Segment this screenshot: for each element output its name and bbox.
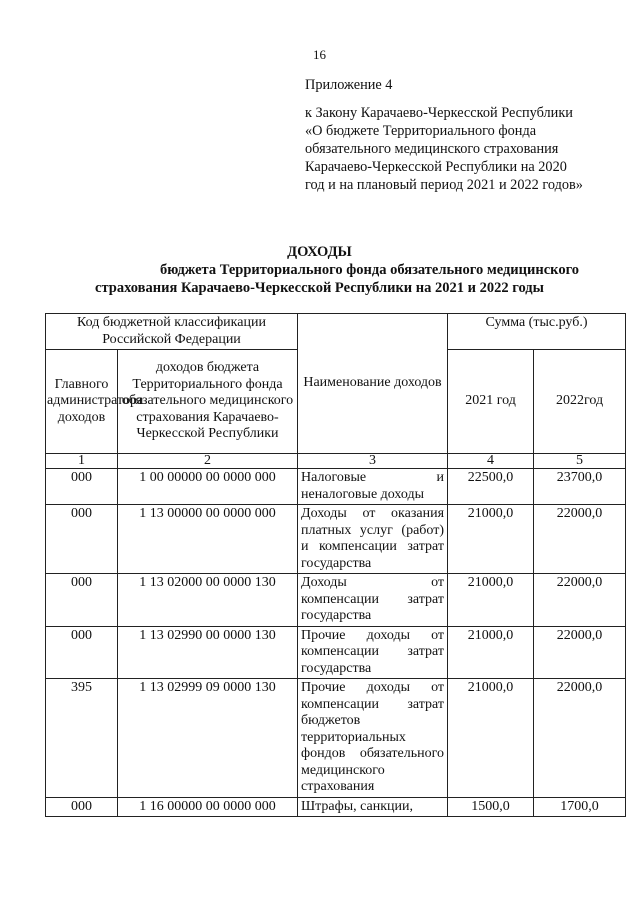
table-row — [46, 469, 626, 505]
admin-code: 000 — [46, 469, 118, 505]
column-number: 1 — [46, 454, 118, 469]
amount-2021: 21000,0 — [448, 679, 534, 798]
column-number: 5 — [534, 454, 626, 469]
income-name: Доходы от компенсации затрат государства — [298, 574, 448, 627]
amount-2022: 22000,0 — [534, 679, 626, 798]
annex-line: Карачаево-Черкесской Республики на 2020 — [305, 159, 567, 175]
table-row — [46, 797, 626, 817]
column-number: 3 — [298, 454, 448, 469]
header-name: Наименование доходов — [298, 314, 448, 454]
amount-2022: 1700,0 — [534, 797, 626, 817]
budget-code: 1 00 00000 00 0000 000 — [118, 469, 298, 505]
column-numbers-row — [46, 454, 626, 469]
table-row — [46, 505, 626, 574]
income-name: Налоговые и неналоговые доходы — [298, 469, 448, 505]
header-income: доходов бюджета Территориального фонда обязательного медицинского страхования Карачаево-Черкесской Республики — [118, 350, 298, 454]
admin-code: 395 — [46, 679, 118, 798]
page-number: 16 — [313, 47, 326, 62]
admin-code: 000 — [46, 626, 118, 679]
income-name: Штрафы, санкции, — [298, 797, 448, 817]
annex-line: «О бюджете Территориального фонда — [305, 123, 537, 139]
income-name: Прочие доходы от компенсации затрат государства — [298, 626, 448, 679]
amount-2021: 22500,0 — [448, 469, 534, 505]
column-number: 2 — [118, 454, 298, 469]
income-name: Доходы от оказания платных услуг (работ) и компенсации затрат государства — [298, 505, 448, 574]
table-row — [46, 626, 626, 679]
amount-2022: 23700,0 — [534, 469, 626, 505]
annex-line: обязательного медицинского страхования — [305, 141, 559, 157]
table-row — [46, 574, 626, 627]
column-number: 4 — [448, 454, 534, 469]
income-table — [45, 313, 626, 817]
budget-code: 1 13 02990 00 0000 130 — [118, 626, 298, 679]
header-2021: 2021 год — [448, 350, 534, 454]
admin-code: 000 — [46, 797, 118, 817]
amount-2021: 21000,0 — [448, 574, 534, 627]
amount-2021: 21000,0 — [448, 626, 534, 679]
admin-code: 000 — [46, 505, 118, 574]
admin-code: 000 — [46, 574, 118, 627]
document-heading — [0, 243, 639, 297]
annex-block — [305, 76, 625, 194]
budget-code: 1 13 00000 00 0000 000 — [118, 505, 298, 574]
budget-code: 1 13 02999 09 0000 130 — [118, 679, 298, 798]
annex-line: год и на плановый период 2021 и 2022 годов» — [305, 177, 583, 193]
header-sum-group: Сумма (тыс.руб.) — [448, 314, 626, 350]
heading-title: ДОХОДЫ — [287, 244, 352, 260]
heading-line: бюджета Территориального фонда обязательного медицинского — [159, 262, 580, 278]
header-code-group: Код бюджетной классификации Российской Федерации — [46, 314, 298, 350]
header-admin: Главного администратора доходов — [46, 350, 118, 454]
budget-code: 1 16 00000 00 0000 000 — [118, 797, 298, 817]
amount-2022: 22000,0 — [534, 626, 626, 679]
annex-line: к Закону Карачаево-Черкесской Республики — [305, 105, 573, 121]
budget-code: 1 13 02000 00 0000 130 — [118, 574, 298, 627]
amount-2022: 22000,0 — [534, 505, 626, 574]
heading-line: страхования Карачаево-Черкесской Республики на 2021 и 2022 годы — [95, 280, 544, 296]
annex-title: Приложение 4 — [305, 77, 393, 93]
table-row — [46, 679, 626, 798]
income-name: Прочие доходы от компенсации затрат бюджетов территориальных фондов обязательного медицинского страхования — [298, 679, 448, 798]
amount-2021: 1500,0 — [448, 797, 534, 817]
header-2022: 2022год — [534, 350, 626, 454]
amount-2022: 22000,0 — [534, 574, 626, 627]
amount-2021: 21000,0 — [448, 505, 534, 574]
